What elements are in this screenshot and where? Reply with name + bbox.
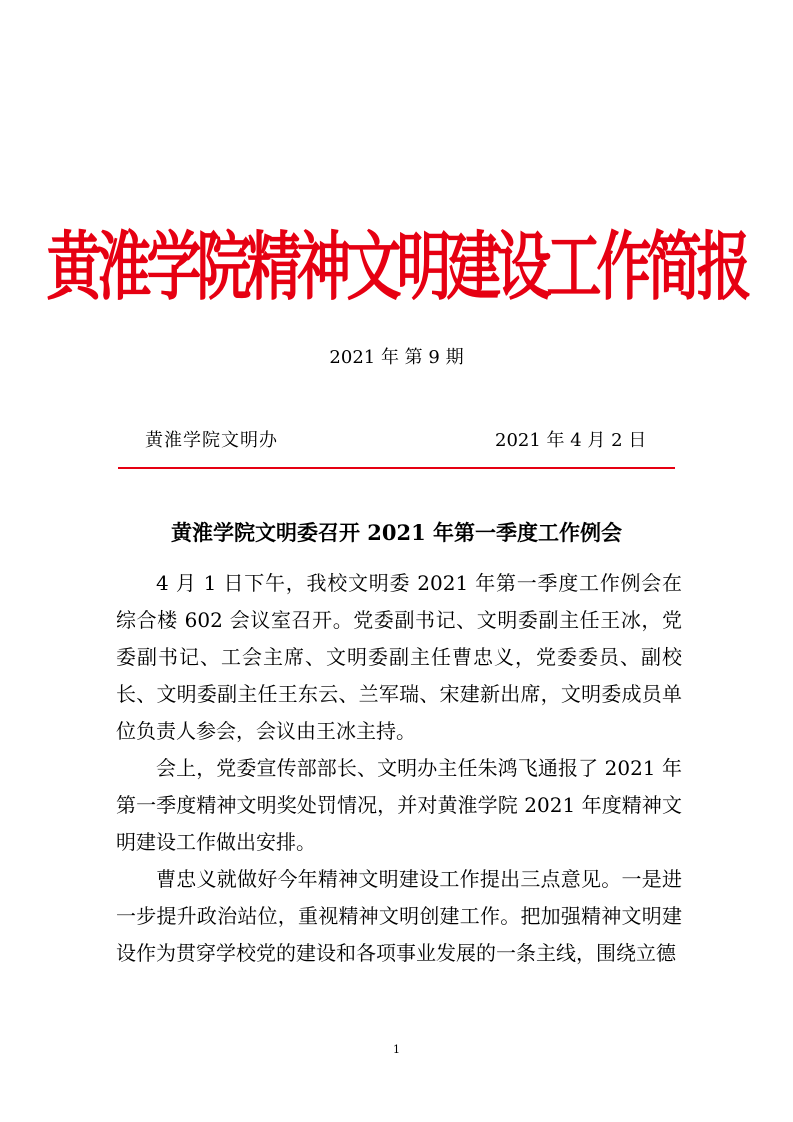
page-number: 1 — [393, 1043, 400, 1056]
paragraph-3: 曹忠义就做好今年精神文明建设工作提出三点意见。一是进一步提升政治站位，重视精神文明创建工作。把加强精神文明建设作为贯穿学校党的建设和各项事业发展的一条主线，围绕立德 — [116, 867, 682, 965]
article-title: 黄淮学院文明委召开 2021 年第一季度工作例会 — [170, 520, 623, 545]
paragraph-2: 会上，党委宣传部部长、文明办主任朱鸿飞通报了 2021 年第一季度精神文明奖处罚情况，并对黄淮学院 2021 年度精神文明建设工作做出安排。 — [116, 756, 682, 854]
issuing-organization: 黄淮学院文明办 — [145, 430, 278, 451]
paragraph-1: 4 月 1 日下午，我校文明委 2021 年第一季度工作例会在综合楼 602 会议室召开。党委副书记、文明委副主任王冰，党委副书记、工会主席、文明委副主任曹忠义，党委委员、副校长、文明委副主任王东云、兰军瑞、宋建新出席，文明委成员单位负责人参会，会议由王冰主持。 — [116, 571, 682, 743]
issue-date: 2021 年 4 月 2 日 — [495, 430, 647, 451]
red-divider-line — [118, 467, 675, 469]
newsletter-masthead: 黄淮学院精神文明建设工作简报 — [46, 222, 747, 311]
article-body — [116, 565, 682, 972]
issue-number: 2021 年 第 9 期 — [329, 347, 464, 368]
